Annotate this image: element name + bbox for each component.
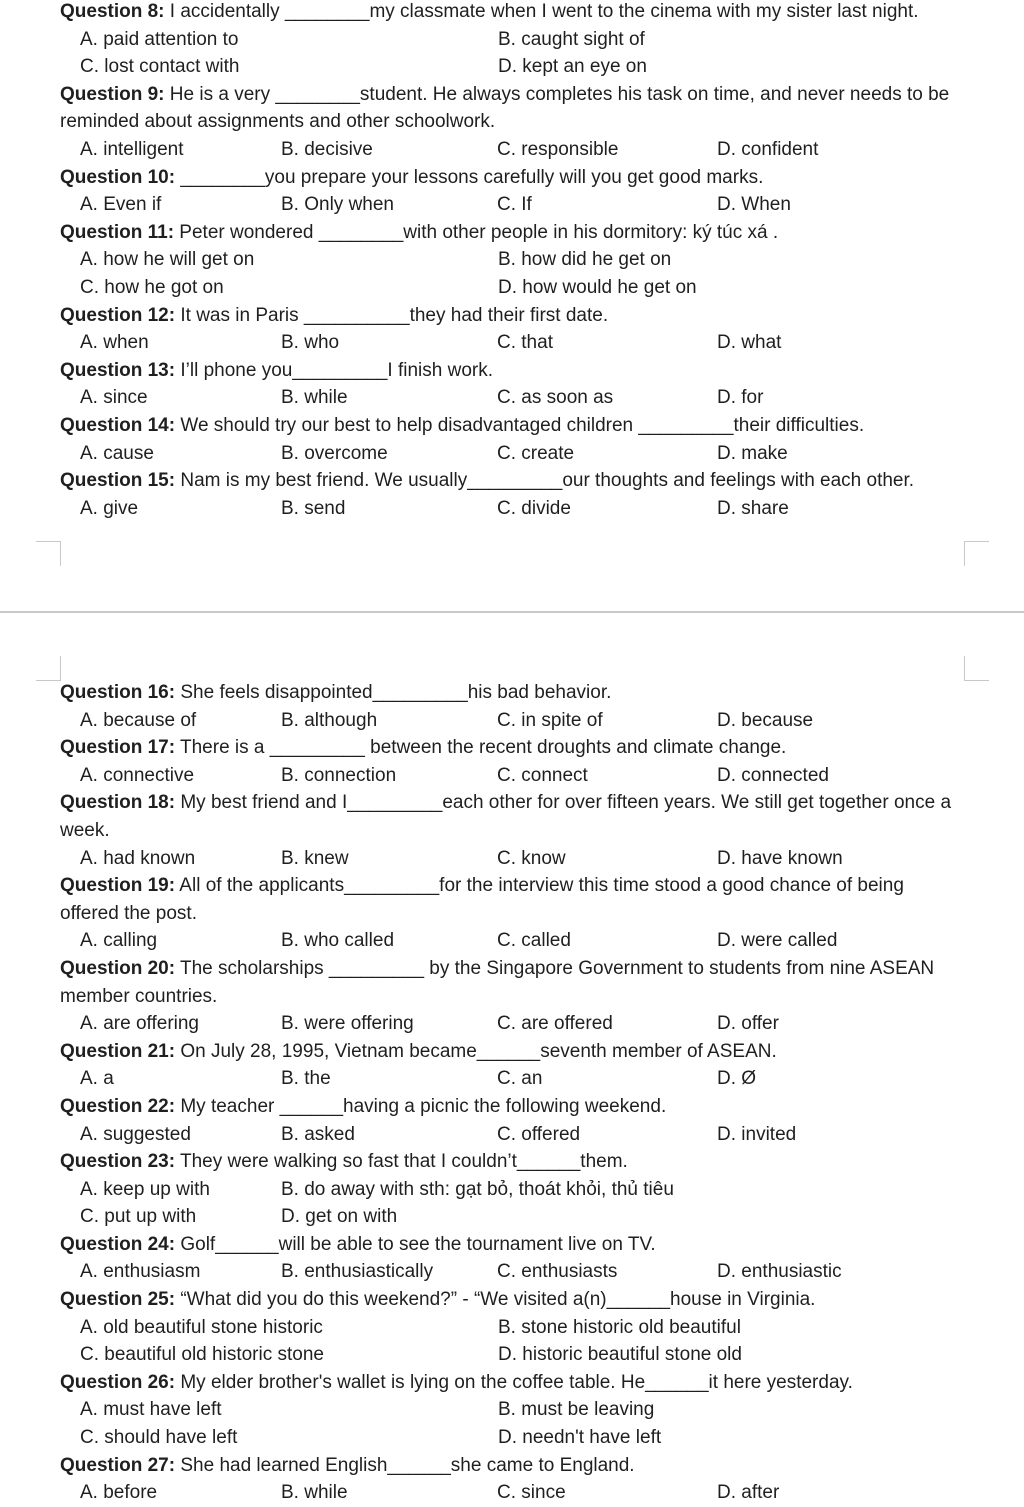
answer-option: B. while <box>281 1482 348 1504</box>
answer-options <box>60 246 965 301</box>
answer-option: D. offer <box>717 1013 779 1035</box>
question-number: Question 12: <box>60 304 176 326</box>
question-text: ________you prepare your lessons carefully will you get good marks. <box>175 166 764 188</box>
answer-option: B. do away with sth: gạt bỏ, thoát khỏi, thủ tiêu <box>281 1178 674 1200</box>
answer-option: A. give <box>80 497 139 519</box>
answer-options <box>60 927 965 955</box>
question-list <box>60 679 965 1507</box>
question-stem <box>60 467 965 495</box>
question-text: I’ll phone you_________I finish work. <box>175 359 494 381</box>
crop-mark-top-right <box>964 541 989 566</box>
answer-option: A. calling <box>80 930 158 952</box>
answer-option: C. connect <box>497 764 588 786</box>
answer-option: D. historic beautiful stone old <box>498 1344 742 1366</box>
answer-option: B. Only when <box>281 194 394 216</box>
answer-option: A. paid attention to <box>80 28 239 50</box>
question-block <box>60 789 965 872</box>
question-block <box>60 0 965 81</box>
question-text: They were walking so fast that I couldn’t______them. <box>175 1151 628 1173</box>
answer-option: A. because of <box>80 709 197 731</box>
answer-option: C. since <box>497 1482 566 1504</box>
answer-option: D. invited <box>717 1123 797 1145</box>
answer-option: D. kept an eye on <box>498 56 647 78</box>
page-2 <box>60 679 965 1507</box>
answer-option: A. had known <box>80 847 196 869</box>
question-stem <box>60 1286 965 1314</box>
answer-option: D. what <box>717 332 782 354</box>
answer-option: D. because <box>717 709 814 731</box>
question-block <box>60 1231 965 1286</box>
answer-options <box>60 440 965 468</box>
question-block <box>60 679 965 734</box>
crop-mark-top-left <box>36 541 61 566</box>
question-number: Question 8: <box>60 1 165 22</box>
answer-option: C. called <box>497 930 571 952</box>
question-number: Question 21: <box>60 1040 176 1062</box>
question-text: We should try our best to help disadvantaged children _________their difficulties. <box>175 414 865 436</box>
question-stem <box>60 1369 965 1397</box>
question-number: Question 14: <box>60 414 176 436</box>
answer-option: B. who called <box>281 930 395 952</box>
answer-option: A. before <box>80 1482 158 1504</box>
question-number: Question 23: <box>60 1151 176 1173</box>
answer-option: A. since <box>80 387 148 409</box>
question-block <box>60 1452 965 1507</box>
question-stem <box>60 164 965 192</box>
question-text: Peter wondered ________with other people in his dormitory: ký túc xá . <box>174 221 779 243</box>
question-number: Question 10: <box>60 166 176 188</box>
answer-option: D. When <box>717 194 791 216</box>
question-block <box>60 1038 965 1093</box>
question-number: Question 16: <box>60 682 176 703</box>
question-stem <box>60 1231 965 1259</box>
question-block <box>60 357 965 412</box>
question-number: Question 20: <box>60 957 176 979</box>
answer-option: C. offered <box>497 1123 581 1145</box>
answer-options <box>60 845 965 873</box>
question-text: There is a _________ between the recent droughts and climate change. <box>175 737 787 759</box>
question-text: I accidentally ________my classmate when I went to the cinema with my sister last night. <box>164 1 919 22</box>
answer-option: A. must have left <box>80 1399 222 1421</box>
answer-option: C. are offered <box>497 1013 613 1035</box>
question-block <box>60 1369 965 1452</box>
answer-option: D. how would he get on <box>498 276 697 298</box>
answer-option: C. put up with <box>80 1206 197 1228</box>
question-text: My best friend and I_________each other for over fifteen years. We still get together once a week. <box>60 792 952 841</box>
question-number: Question 13: <box>60 359 176 381</box>
answer-option: C. If <box>497 194 532 216</box>
question-number: Question 27: <box>60 1454 176 1476</box>
answer-option: B. how did he get on <box>498 249 672 271</box>
question-text: Nam is my best friend. We usually_________our thoughts and feelings with each other. <box>175 470 915 492</box>
question-stem <box>60 81 965 136</box>
answer-option: A. a <box>80 1068 114 1090</box>
question-block <box>60 955 965 1038</box>
question-block <box>60 467 965 522</box>
answer-option: D. needn't have left <box>498 1427 662 1449</box>
answer-option: C. divide <box>497 497 571 519</box>
answer-options <box>60 1479 965 1507</box>
question-block <box>60 734 965 789</box>
question-number: Question 24: <box>60 1233 176 1255</box>
answer-options <box>60 1258 965 1286</box>
answer-option: C. beautiful old historic stone <box>80 1344 324 1366</box>
answer-option: B. asked <box>281 1123 355 1145</box>
answer-option: B. who <box>281 332 340 354</box>
question-number: Question 15: <box>60 470 176 492</box>
answer-option: B. decisive <box>281 138 373 160</box>
answer-option: B. knew <box>281 847 349 869</box>
question-stem <box>60 357 965 385</box>
answer-options <box>60 1176 965 1231</box>
question-block <box>60 219 965 302</box>
answer-option: A. how he will get on <box>80 249 255 271</box>
answer-options <box>60 707 965 735</box>
answer-option: C. an <box>497 1068 543 1090</box>
answer-option: D. confident <box>717 138 819 160</box>
answer-option: B. caught sight of <box>498 28 645 50</box>
answer-options <box>60 762 965 790</box>
answer-option: C. that <box>497 332 553 354</box>
question-stem <box>60 789 965 844</box>
question-text: She feels disappointed_________his bad behavior. <box>175 682 612 703</box>
answer-option: B. enthusiastically <box>281 1261 434 1283</box>
question-text: It was in Paris __________they had their first date. <box>175 304 609 326</box>
answer-option: B. send <box>281 497 346 519</box>
question-text: My teacher ______having a picnic the following weekend. <box>175 1095 667 1117</box>
answer-option: A. connective <box>80 764 195 786</box>
question-number: Question 18: <box>60 792 176 814</box>
answer-options <box>60 1010 965 1038</box>
question-number: Question 26: <box>60 1371 176 1393</box>
question-stem <box>60 302 965 330</box>
answer-options <box>60 1314 965 1369</box>
answer-option: B. overcome <box>281 442 388 464</box>
answer-options <box>60 1396 965 1451</box>
answer-option: D. get on with <box>281 1206 398 1228</box>
answer-option: C. lost contact with <box>80 56 240 78</box>
answer-option: A. Even if <box>80 194 162 216</box>
question-text: The scholarships _________ by the Singapore Government to students from nine ASEAN member countries. <box>60 957 935 1007</box>
question-block <box>60 1093 965 1148</box>
question-stem <box>60 872 965 927</box>
answer-option: B. while <box>281 387 348 409</box>
answer-options <box>60 136 965 164</box>
answer-option: B. connection <box>281 764 397 786</box>
question-number: Question 25: <box>60 1289 176 1311</box>
answer-option: D. have known <box>717 847 843 869</box>
question-block <box>60 302 965 357</box>
answer-option: C. as soon as <box>497 387 614 409</box>
page-1 <box>60 0 965 522</box>
question-text: He is a very ________student. He always completes his task on time, and never needs to be reminded about assignments and other schoolwork. <box>60 83 950 133</box>
question-text: “What did you do this weekend?” - “We visited a(n)______house in Virginia. <box>175 1289 816 1311</box>
question-block <box>60 1148 965 1231</box>
answer-options <box>60 26 965 81</box>
answer-option: C. know <box>497 847 566 869</box>
answer-option: C. responsible <box>497 138 619 160</box>
answer-option: B. the <box>281 1068 331 1090</box>
answer-option: A. old beautiful stone historic <box>80 1316 323 1338</box>
question-number: Question 9: <box>60 83 165 105</box>
answer-options <box>60 384 965 412</box>
answer-option: B. were offering <box>281 1013 414 1035</box>
answer-option: B. must be leaving <box>498 1399 655 1421</box>
question-stem <box>60 219 965 247</box>
answer-option: C. how he got on <box>80 276 224 298</box>
answer-option: C. in spite of <box>497 709 603 731</box>
question-block <box>60 412 965 467</box>
question-stem <box>60 1148 965 1176</box>
question-text: All of the applicants_________for the interview this time stood a good chance of being offered the post. <box>60 875 904 924</box>
question-stem <box>60 955 965 1010</box>
answer-option: C. enthusiasts <box>497 1261 618 1283</box>
answer-option: D. for <box>717 387 764 409</box>
crop-mark-bottom-left <box>36 656 61 681</box>
answer-option: A. intelligent <box>80 138 184 160</box>
answer-option: D. after <box>717 1482 780 1504</box>
answer-options <box>60 495 965 523</box>
answer-option: A. cause <box>80 442 154 464</box>
question-text: On July 28, 1995, Vietnam became______seventh member of ASEAN. <box>175 1040 777 1062</box>
question-block <box>60 164 965 219</box>
question-text: She had learned English______she came to England. <box>175 1454 635 1476</box>
answer-option: D. share <box>717 497 789 519</box>
answer-option: C. should have left <box>80 1427 238 1449</box>
answer-option: C. create <box>497 442 575 464</box>
answer-option: D. Ø <box>717 1068 757 1090</box>
answer-option: A. when <box>80 332 149 354</box>
question-block <box>60 1286 965 1369</box>
question-number: Question 19: <box>60 875 176 897</box>
question-stem <box>60 1093 965 1121</box>
question-stem <box>60 412 965 440</box>
question-number: Question 11: <box>60 221 175 243</box>
question-stem <box>60 1452 965 1480</box>
question-stem <box>60 679 965 707</box>
answer-option: A. enthusiasm <box>80 1261 201 1283</box>
answer-options <box>60 329 965 357</box>
question-stem <box>60 0 965 26</box>
answer-option: D. enthusiastic <box>717 1261 842 1283</box>
question-list <box>60 0 965 522</box>
crop-mark-bottom-right <box>964 656 989 681</box>
answer-option: D. connected <box>717 764 829 786</box>
answer-options <box>60 1121 965 1149</box>
answer-options <box>60 1065 965 1093</box>
question-text: Golf______will be able to see the tournament live on TV. <box>175 1233 656 1255</box>
question-number: Question 22: <box>60 1095 176 1117</box>
answer-option: A. are offering <box>80 1013 200 1035</box>
answer-option: B. stone historic old beautiful <box>498 1316 741 1338</box>
question-text: My elder brother's wallet is lying on the coffee table. He______it here yesterday. <box>175 1371 853 1393</box>
page-divider <box>0 611 1024 613</box>
question-block <box>60 81 965 164</box>
question-number: Question 17: <box>60 737 176 759</box>
answer-options <box>60 191 965 219</box>
page-break <box>0 538 1024 688</box>
question-block <box>60 872 965 955</box>
answer-option: A. suggested <box>80 1123 191 1145</box>
answer-option: B. although <box>281 709 378 731</box>
question-stem <box>60 1038 965 1066</box>
question-stem <box>60 734 965 762</box>
answer-option: A. keep up with <box>80 1178 210 1200</box>
answer-option: D. make <box>717 442 788 464</box>
answer-option: D. were called <box>717 930 838 952</box>
